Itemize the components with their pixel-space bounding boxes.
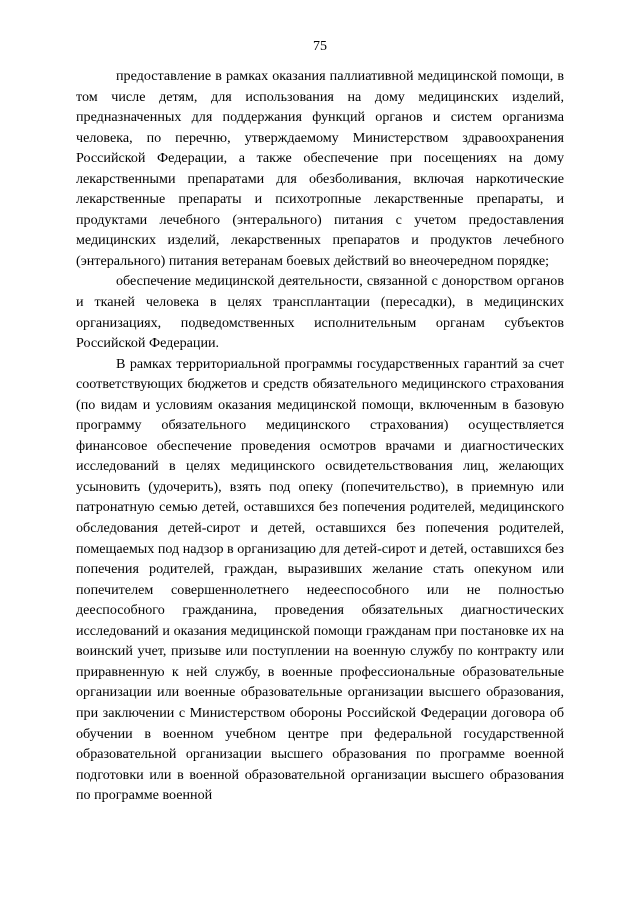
paragraph-territorial-program: В рамках территориальной программы государственных гарантий за счет соответствующих бюджетов и средств обязательного медицинского страхования (по видам и условиям оказания медицинской помощи, включенным в базовую программу обязательного медицинского страхования) осуществляется финансовое обеспечение проведения осмотров врачами и диагностических исследований в целях медицинского освидетельствования лиц, желающих усыновить (удочерить), взять под опеку (попечительство), в приемную или патронатную семью детей, оставшихся без попечения родителей, медицинского обследования детей-сирот и детей, оставшихся без попечения родителей, помещаемых под надзор в организацию для детей-сирот и детей, оставшихся без попечения родителей, граждан, выразивших желание стать опекуном или попечителем совершеннолетнего недееспособного или не полностью дееспособного гражданина, проведения обязательных диагностических исследований и оказания медицинской помощи гражданам при постановке их на воинский учет, призыве или поступлении на военную службу по контракту или приравненную к ней службу, в военные профессиональные образовательные организации или военные образовательные организации высшего образования, при заключении с Министерством обороны Российской Федерации договора об обучении в военном учебном центре при федеральной государственной образовательной организации высшего образования по программе военной подготовки или в военной образовательной организации высшего образования по программе военной (76, 355, 564, 804)
body-text (76, 66, 564, 806)
paragraph-organ-donation: обеспечение медицинской деятельности, связанной с донорством органов и тканей человека в целях трансплантации (пересадки), в медицинских организациях, подведомственных исполнительным органам субъектов Российской Федерации. (76, 273, 564, 352)
paragraph-palliative-care: предоставление в рамках оказания паллиативной медицинской помощи, в том числе детям, для использования на дому медицинских изделий, предназначенных для поддержания функций органов и систем организма человека, по перечню, утверждаемому Министерством здравоохранения Российской Федерации, а также обеспечение при посещениях на дому лекарственными препаратами для обезболивания, включая наркотические лекарственные препараты и психотропные лекарственные препараты, и продуктами лечебного (энтерального) питания с учетом предоставления медицинских изделий, лекарственных препаратов и продуктов лечебного (энтерального) питания ветеранам боевых действий во внеочередном порядке; (76, 68, 564, 269)
page-number: 75 (313, 39, 327, 54)
